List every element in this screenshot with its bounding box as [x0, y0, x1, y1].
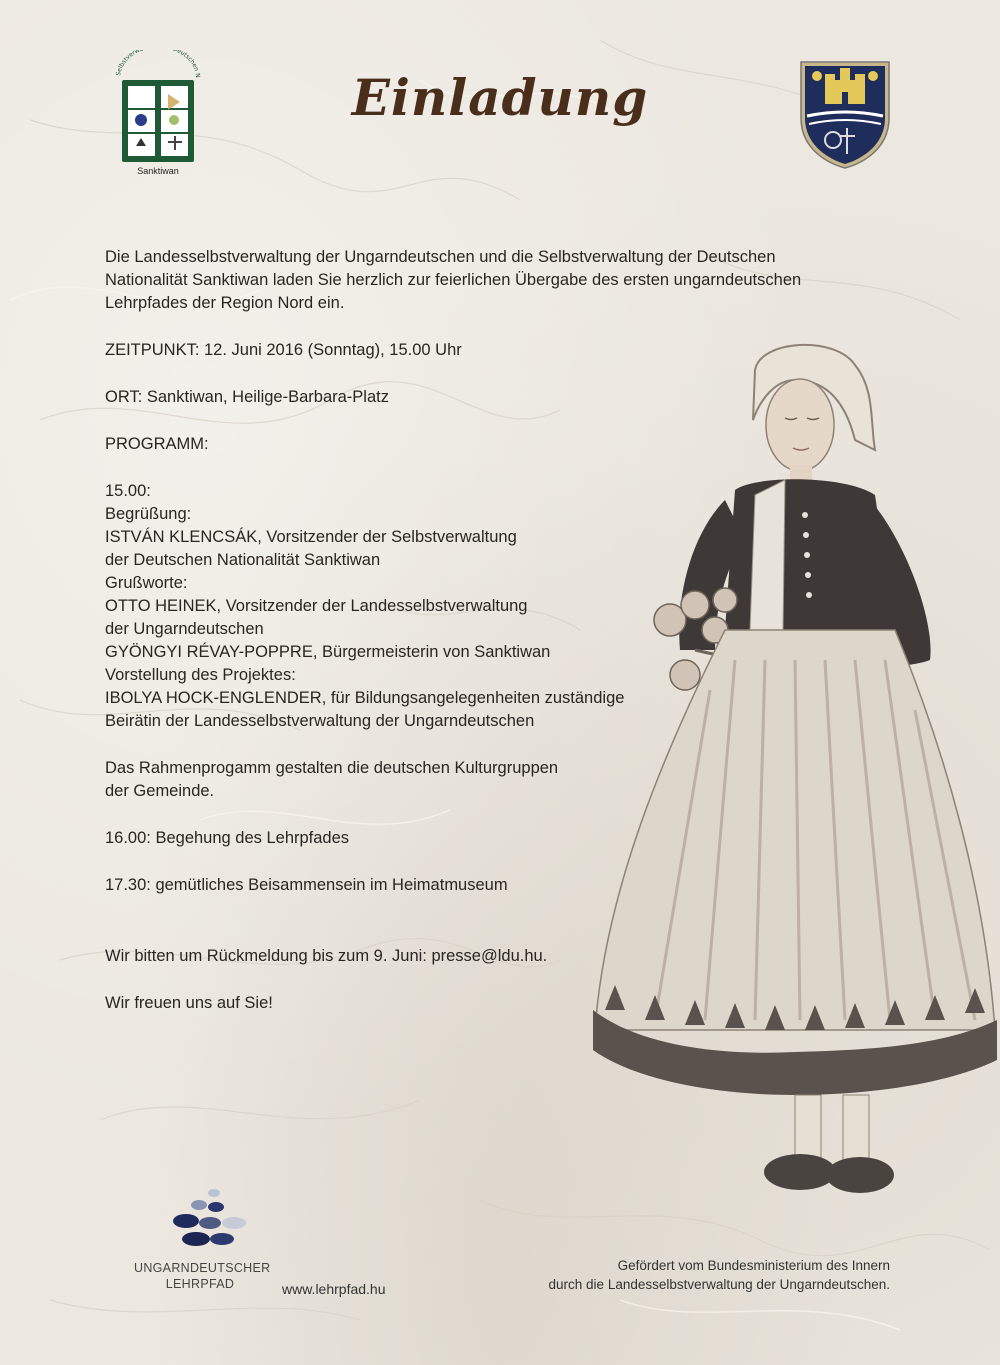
funding-line: Gefördert vom Bundesministerium des Innern	[617, 1258, 890, 1273]
intro-line: Lehrpfades der Region Nord ein.	[105, 294, 345, 312]
dots-logo-icon	[134, 1185, 274, 1257]
page-title: Einladung	[351, 68, 649, 127]
svg-text:Selbstverwaltung der Deutschen: Selbstverw eutschen N	[115, 50, 202, 79]
window-emblem-icon	[108, 50, 208, 168]
programm-line: OTTO HEINEK, Vorsitzender der Landesselbstverwaltung	[105, 597, 528, 615]
rahmenprogramm-line: Das Rahmenprogamm gestalten die deutschen Kulturgruppen	[105, 759, 559, 777]
coat-of-arms	[797, 58, 893, 170]
shield-icon	[797, 58, 893, 170]
rahmenprogramm-line: der Gemeinde.	[105, 782, 215, 800]
sanktiwan-self-government-logo	[108, 50, 208, 180]
programm-line: der Deutschen Nationalität Sanktiwan	[105, 551, 381, 569]
programm-heading: PROGRAMM:	[105, 435, 209, 453]
event-time: ZEITPUNKT: 12. Juni 2016 (Sonntag), 15.00 Uhr	[105, 341, 462, 359]
logo-line: UNGARNDEUTSCHER	[134, 1261, 271, 1275]
website-link[interactable]: www.lehrpfad.hu	[282, 1281, 386, 1297]
begehung-item: 16.00: Begehung des Lehrpfades	[105, 829, 350, 847]
programm-line: Begrüßung:	[105, 505, 192, 523]
programm-line: IBOLYA HOCK-ENGLENDER, für Bildungsangelegenheiten zuständige	[105, 689, 625, 707]
programm-line: Beirätin der Landesselbstverwaltung der Ungarndeutschen	[105, 712, 535, 730]
programm-line: Vorstellung des Projektes:	[105, 666, 296, 684]
programm-line: GYÖNGYI RÉVAY-POPPRE, Bürgermeisterin von Sanktiwan	[105, 643, 551, 661]
invitation-body	[105, 246, 905, 1015]
programm-line: Grußworte:	[105, 574, 188, 592]
programm-line: 15.00:	[105, 482, 151, 500]
logo-caption: Sanktiwan	[137, 166, 179, 176]
programm-line: der Ungarndeutschen	[105, 620, 264, 638]
intro-line: Die Landesselbstverwaltung der Ungarndeutschen und die Selbstverwaltung der Deutschen	[105, 248, 776, 266]
funding-line: durch die Landesselbstverwaltung der Ungarndeutschen.	[548, 1277, 890, 1292]
funding-note	[470, 1256, 890, 1294]
programm-line: ISTVÁN KLENCSÁK, Vorsitzender der Selbstverwaltung	[105, 528, 517, 546]
rsvp-note: Wir bitten um Rückmeldung bis zum 9. Juni: presse@ldu.hu.	[105, 947, 548, 965]
lehrpfad-logo	[134, 1185, 274, 1295]
beisammensein-item: 17.30: gemütliches Beisammensein im Heimatmuseum	[105, 876, 508, 894]
intro-line: Nationalität Sanktiwan laden Sie herzlich zur feierlichen Übergabe des ersten ungarndeutschen	[105, 271, 802, 289]
logo-line: LEHRPFAD	[165, 1277, 235, 1291]
event-location: ORT: Sanktiwan, Heilige-Barbara-Platz	[105, 388, 389, 406]
closing-line: Wir freuen uns auf Sie!	[105, 994, 273, 1012]
